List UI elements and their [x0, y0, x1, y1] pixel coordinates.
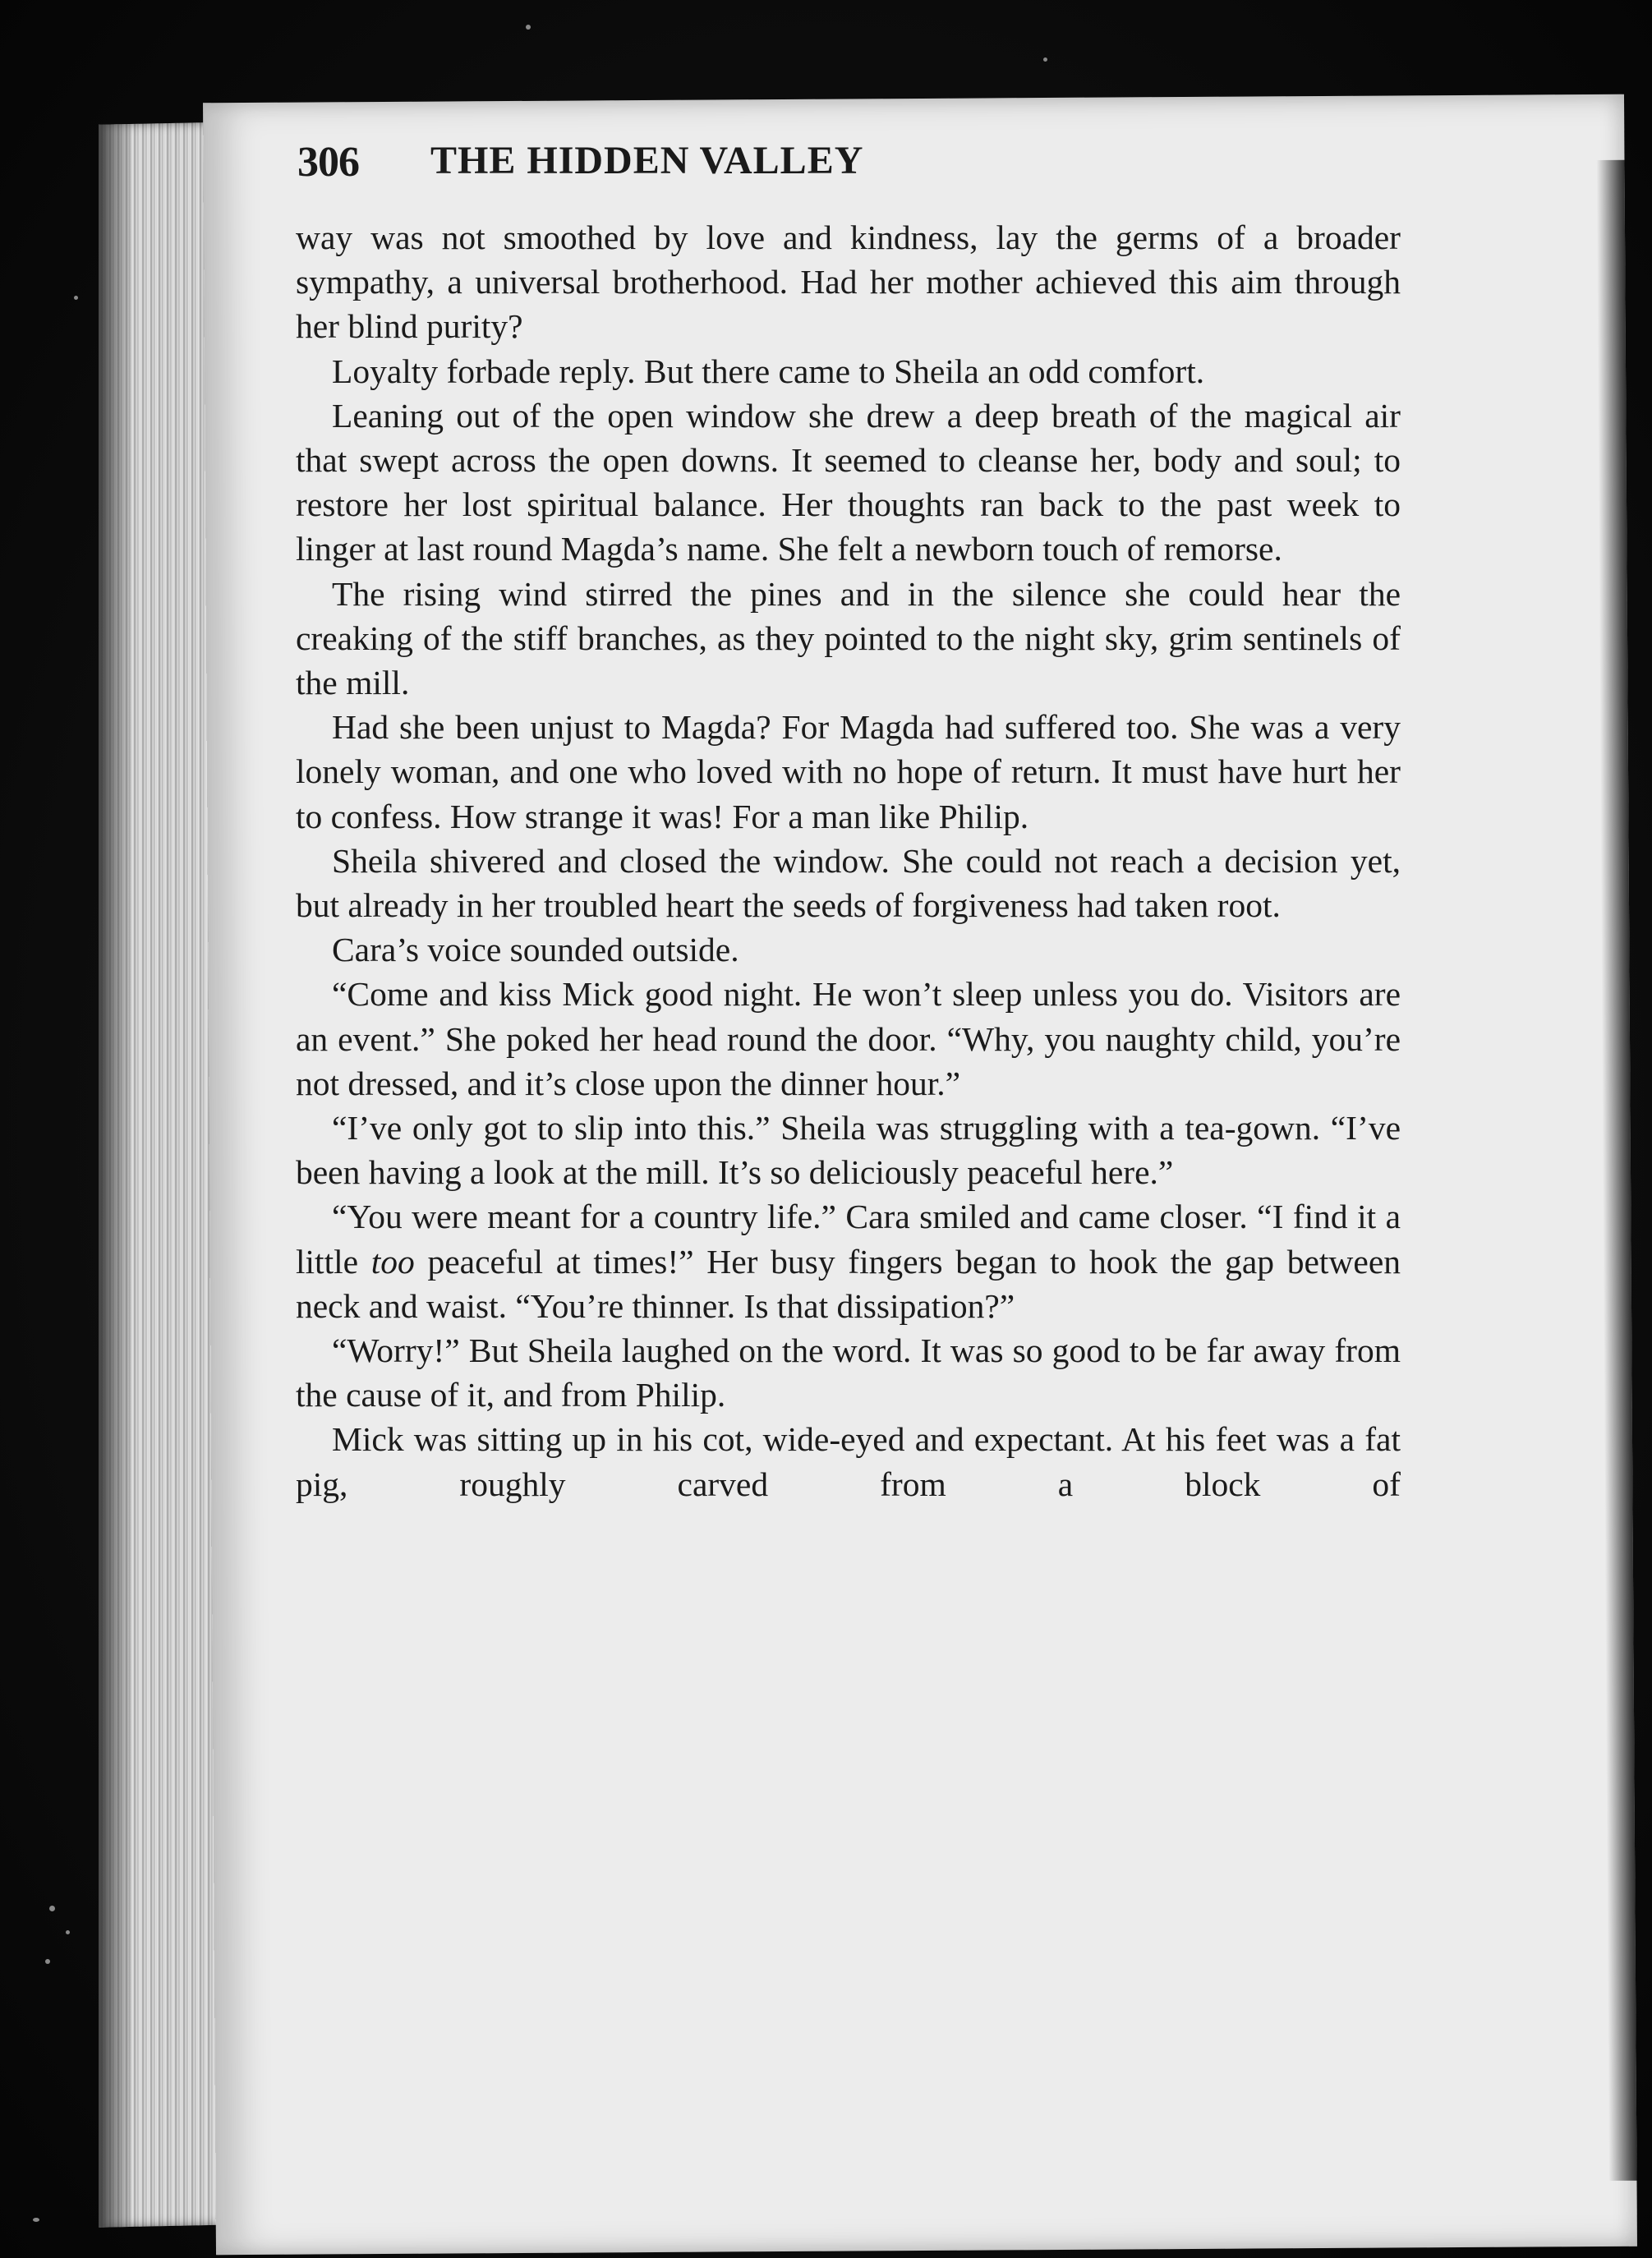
paragraph: Leaning out of the open window she drew a deep breath of the magical air that swept across the open downs. It seemed to cleanse her, body and soul; to restore her lost spiritual balance. Her thoughts ran back to the past week to linger at last round Magda’s name. She felt a newborn touch of remorse.	[296, 396, 1401, 568]
paragraph-text: “You were meant for a country life.” Cara smiled and came closer. “I find it a little	[296, 1198, 1401, 1281]
paragraph: Cara’s voice sounded outside.	[332, 931, 739, 969]
scan-speck	[45, 1959, 50, 1964]
paragraph: “Come and kiss Mick good night. He won’t sleep unless you do. Visitors are an event.” She poked her head round the door. “Why, you naughty child, you’re not dressed, and it’s close upon the dinner hour.”	[296, 975, 1401, 1102]
scan-speck	[49, 1906, 55, 1911]
scan-speck	[526, 25, 531, 30]
running-head	[297, 138, 1390, 212]
paragraph: Sheila shivered and closed the window. She could not reach a decision yet, but already in her troubled heart the seeds of forgiveness had taken root.	[296, 841, 1401, 925]
running-title: THE HIDDEN VALLEY	[430, 139, 864, 182]
emphasis: too	[370, 1242, 415, 1281]
paragraph-text: peaceful at times!” Her busy fingers began to hook the gap between neck and waist. “You’re thinner. Is that dissipation?”	[296, 1242, 1401, 1325]
page-number: 306	[297, 139, 359, 186]
scan-speck	[74, 296, 78, 300]
paragraph: Mick was sitting up in his cot, wide-eyed and expectant. At his feet was a fat pig, roughly carved from a block of	[296, 1420, 1401, 1503]
paragraph: The rising wind stirred the pines and in the silence she could hear the creaking of the stiff branches, as they pointed to the night sky, grim sentinels of the mill.	[296, 574, 1401, 702]
paragraph: Loyalty forbade reply. But there came to Sheila an odd comfort.	[332, 352, 1205, 390]
paragraph: “I’ve only got to slip into this.” Sheila was struggling with a tea-gown. “I’ve been having a look at the mill. It’s so deliciously peaceful here.”	[296, 1109, 1401, 1192]
scan-speck	[1043, 57, 1047, 62]
paragraph: “Worry!” But Sheila laughed on the word. It was so good to be far away from the cause of it, and from Philip.	[296, 1331, 1401, 1414]
scan-speck	[33, 2218, 39, 2222]
paragraph: Had she been unjust to Magda? For Magda had suffered too. She was a very lonely woman, and one who loved with no hope of return. It must have hurt her to confess. How strange it was! For a man like Philip.	[296, 708, 1401, 835]
scan-speck	[66, 1930, 70, 1934]
paragraph: way was not smoothed by love and kindness, lay the germs of a broader sympathy, a universal brotherhood. Had her mother achieved this aim through her blind purity?	[296, 218, 1401, 346]
body-text	[296, 215, 1401, 1506]
paragraph	[296, 1194, 1401, 1328]
